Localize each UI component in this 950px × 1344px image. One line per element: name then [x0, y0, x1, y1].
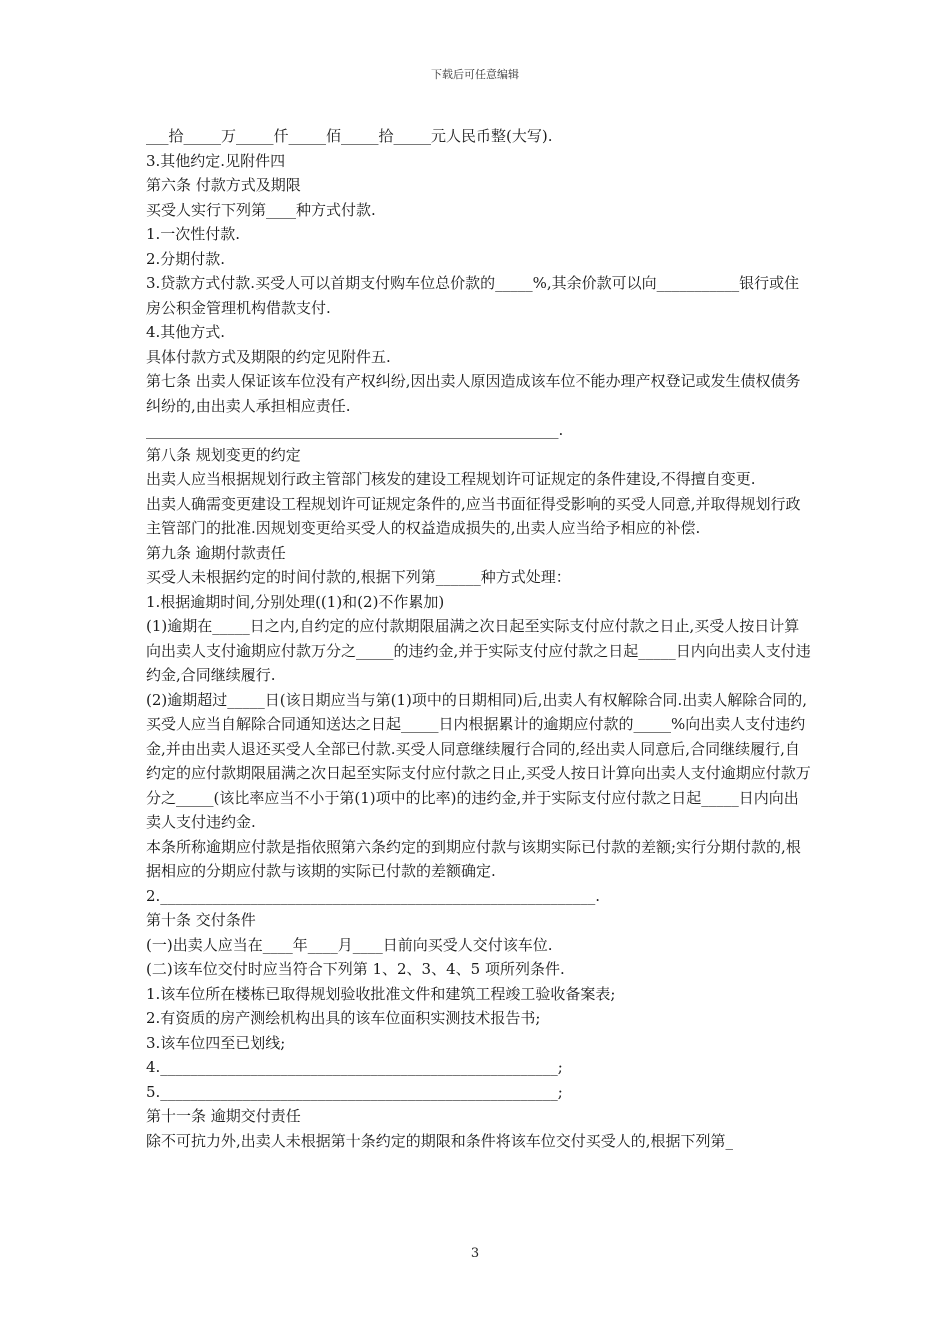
section-heading: 第七条 出卖人保证该车位没有产权纠纷,因出卖人原因造成该车位不能办理产权登记或发生债权债务纠纷的,由出卖人承担相应责任. — [146, 372, 801, 415]
page-header: 下载后可任意编辑 — [431, 68, 519, 81]
blank-line: _______________________________________________________. — [146, 421, 564, 439]
section-heading: 第十一条 逾期交付责任 — [146, 1107, 301, 1125]
paragraph: 2.有资质的房产测绘机构出具的该车位面积实测技术报告书; — [146, 1009, 541, 1027]
blank-line: 2.__________________________________________________________. — [146, 886, 601, 905]
paragraph: 4.其他方式. — [146, 323, 226, 341]
section-heading: 第六条 付款方式及期限 — [146, 176, 301, 194]
paragraph: 1.该车位所在楼栋已取得规划验收批准文件和建筑工程竣工验收备案表; — [146, 984, 616, 1003]
paragraph: ___拾_____万_____仟_____佰_____拾_____元人民币整(大写). — [146, 127, 553, 145]
paragraph: 3.贷款方式付款.买受人可以首期支付购车位总价款的_____%,其余价款可以向___________银行或住房公积金管理机构借款支付. — [146, 274, 800, 317]
paragraph: 2.分期付款. — [146, 249, 226, 268]
section-heading: 第十条 交付条件 — [146, 911, 256, 929]
paragraph: 出卖人确需变更建设工程规划许可证规定条件的,应当书面征得受影响的买受人同意,并取得规划行政主管部门的批准.因规划变更给买受人的权益造成损失的,出卖人应当给予相应的补偿. — [146, 494, 801, 537]
section-heading: 第九条 逾期付款责任 — [146, 543, 286, 562]
paragraph: 具体付款方式及期限的约定见附件五. — [146, 347, 391, 366]
document-body — [146, 124, 811, 1153]
paragraph: 1.根据逾期时间,分别处理((1)和(2)不作累加) — [146, 592, 445, 611]
paragraph: 买受人未根据约定的时间付款的,根据下列第______种方式处理： — [146, 568, 571, 586]
paragraph: 3.其他约定.见附件四 — [146, 151, 286, 170]
page-number: 3 — [470, 1246, 480, 1261]
paragraph: (1)逾期在_____日之内,自约定的应付款期限届满之次日起至实际支付应付款之日止,买受人按日计算向出卖人支付逾期应付款万分之_____的违约金,并于实际支付应付款之日起_____日内向出卖人支付违约金,合同继续履行. — [146, 617, 811, 684]
blank-line: 5._____________________________________________________; — [146, 1082, 563, 1101]
paragraph: 本条所称逾期应付款是指依照第六条约定的到期应付款与该期实际已付款的差额;实行分期付款的,根据相应的分期应付款与该期的实际已付款的差额确定. — [146, 837, 801, 880]
paragraph: 除不可抗力外,出卖人未根据第十条约定的期限和条件将该车位交付买受人的,根据下列第_ — [146, 1131, 734, 1150]
paragraph: 买受人实行下列第____种方式付款. — [146, 200, 376, 219]
paragraph: (一)出卖人应当在____年____月____日前向买受人交付该车位. — [146, 935, 553, 954]
paragraph: (二)该车位交付时应当符合下列第 1、2、3、4、5 项所列条件. — [146, 960, 565, 978]
paragraph: 1.一次性付款. — [146, 225, 241, 243]
blank-line: 4._____________________________________________________; — [146, 1058, 563, 1076]
paragraph: 出卖人应当根据规划行政主管部门核发的建设工程规划许可证规定的条件建设,不得擅自变更. — [146, 470, 756, 488]
paragraph: (2)逾期超过_____日(该日期应当与第(1)项中的日期相同)后,出卖人有权解除合同.出卖人解除合同的,买受人应当自解除合同通知送达之日起_____日内根据累计的逾期应付款的_____%向出卖人支付违约金,并由出卖人退还买受人全部已付款.买受人同意继续履行合同的,经出卖人同意后,合同继续履行,自约定的应付款期限届满之次日起至实际支付应付款之日止,买受人按日计算向出卖人支付逾期应付款万分之_____(该比率应当不小于第(1)项中的比率)的违约金,并于实际支付应付款之日起_____日内向出卖人支付违约金. — [146, 690, 811, 831]
section-heading: 第八条 规划变更的约定 — [146, 445, 301, 464]
paragraph: 3.该车位四至已划线; — [146, 1033, 286, 1052]
